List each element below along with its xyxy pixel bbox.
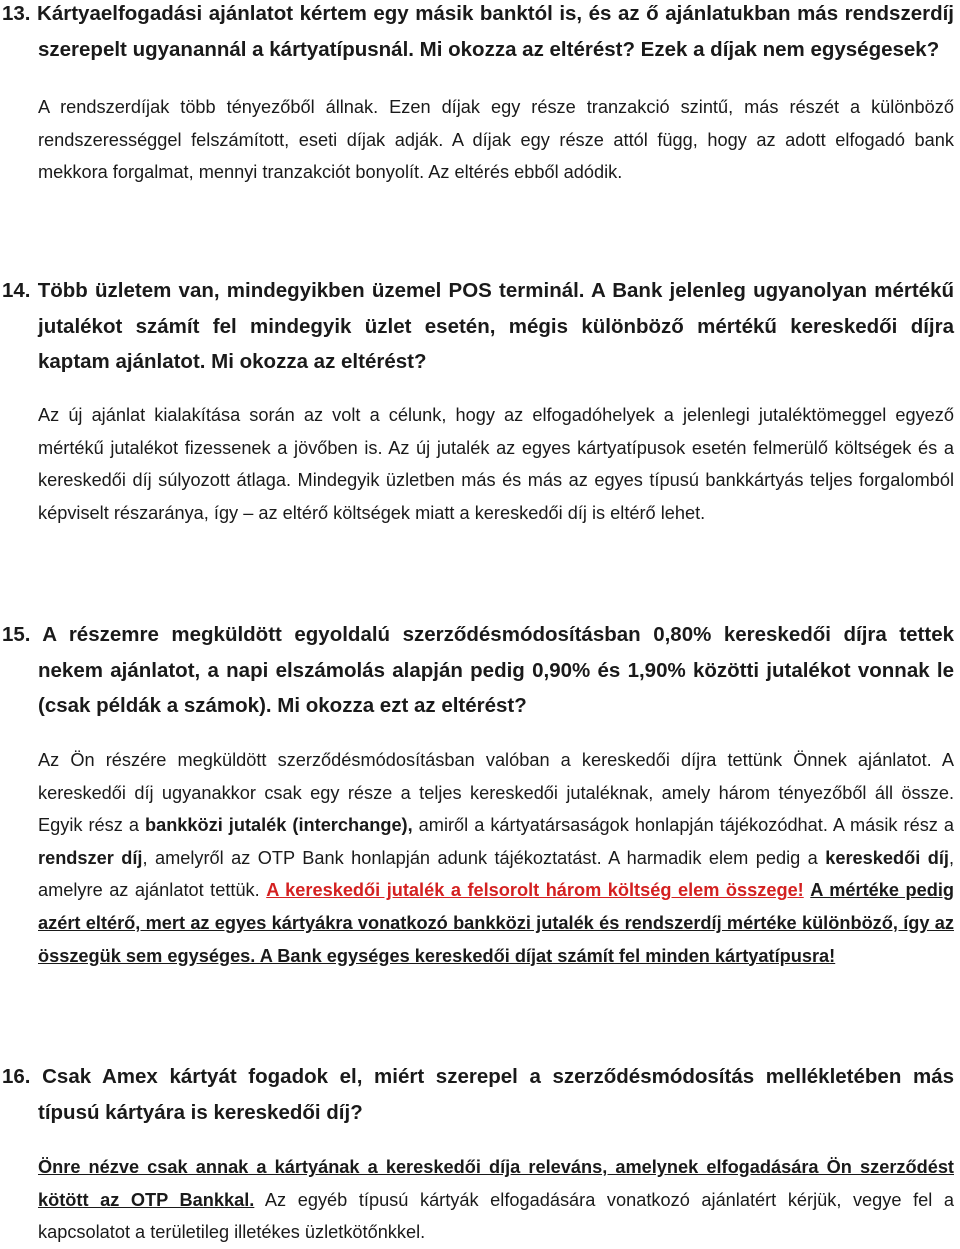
underlined-emphasis: Önre nézve csak annak a kártyának a kereskedői díja releváns, amelynek elfogadására Ön szerződést kötött az OTP Bankkal.: [38, 1157, 954, 1210]
question-number: 13.: [2, 2, 31, 25]
answer-text: amiről a kártyatársaságok honlapján tájékozódhat. A másik rész a: [412, 815, 955, 836]
answer-text: , amelyre az ajánlatot tettük.: [38, 847, 954, 901]
answer-text: , amelyről az OTP Bank honlapján adunk tájékoztatást. A harmadik elem pedig a: [142, 847, 826, 868]
question-number: 16.: [2, 1065, 31, 1088]
answer-text: Az egyéb típusú kártyák elfogadására vonatkozó ajánlatért kérjük, vegye fel a kapcsolatot a területileg illetékes üzletkötőnkkel.: [38, 1189, 954, 1243]
question-16: [2, 1059, 954, 1130]
bold-term-interchange: bankközi jutalék (interchange),: [144, 815, 413, 836]
red-emphasis: A kereskedői jutalék a felsorolt három költség elem összege!: [266, 880, 804, 901]
answer-16: [38, 1151, 954, 1249]
question-13: [2, 0, 954, 67]
answer-15: [38, 744, 954, 972]
question-14: [2, 273, 954, 380]
question-15: [2, 617, 954, 724]
answer-14: Az új ajánlat kialakítása során az volt a célunk, hogy az elfogadóhelyek a jelenlegi jutaléktömeggel egyező mértékű jutalékot fizessenek a jövőben is. Az új jutalék az egyes kártyatípusok esetén felmerülő költségek és a kereskedői díj súlyozott átlaga. Mindegyik üzletben más és más az egyes típusú bankkártyás teljes forgalomból képviselt részaránya, így – az eltérő költségek miatt a kereskedői díj is eltérő lehet.: [38, 405, 954, 523]
question-text: A részemre megküldött egyoldalú szerződésmódosításban 0,80% kereskedői díjra tettek nekem ajánlatot, a napi elszámolás alapján pedig 0,90% és 1,90% közötti jutalékot vonnak le (csak példák a számok). Mi okozza ezt az eltérést?: [38, 623, 954, 717]
answer-13: A rendszerdíjak több tényezőből állnak. Ezen díjak egy része tranzakció szintű, más részét a különböző rendszerességgel felszámított, eseti díjak adják. A díjak egy része attól függ, hogy az adott elfogadó bank mekkora forgalmat, mennyi tranzakciót bonyolít. Az eltérés ebből adódik.: [38, 97, 954, 183]
answer-text: Az Ön részére megküldött szerződésmódosításban valóban a kereskedői díjra tettünk Önnek ajánlatot. A kereskedői díj ugyanakkor csak egy része a teljes kereskedői jutaléknak, amely három tényezőből áll össze. Egyik rész a: [38, 750, 954, 836]
question-number: 14.: [2, 279, 31, 302]
question-text: Csak Amex kártyát fogadok el, miért szerepel a szerződésmódosítás mellékletében más típusú kártyára is kereskedői díj?: [38, 1065, 954, 1124]
question-text: Több üzletem van, mindegyikben üzemel POS terminál. A Bank jelenleg ugyanolyan mértékű jutalékot számít fel mindegyik üzlet esetén, mégis különböző mértékű kereskedői díjra kaptam ajánlatot. Mi okozza az eltérést?: [37, 279, 954, 373]
bold-term-merchant-fee: kereskedői díj: [825, 847, 949, 868]
question-number: 15.: [2, 623, 31, 646]
bold-term-system-fee: rendszer díj: [38, 847, 143, 868]
underlined-emphasis: A mértéke pedig azért eltérő, mert az egyes kártyákra vonatkozó bankközi jutalék és rendszerdíj mértéke különböző, így az összegük sem egységes. A Bank egységes kereskedői díjat számít fel minden kártyatípusra!: [38, 880, 954, 966]
question-text: Kártyaelfogadási ajánlatot kértem egy másik banktól is, és az ő ajánlatukban más rendszerdíj szerepelt ugyanannál a kártyatípusnál. Mi okozza az eltérést? Ezek a díjak nem egységesek?: [37, 2, 954, 61]
